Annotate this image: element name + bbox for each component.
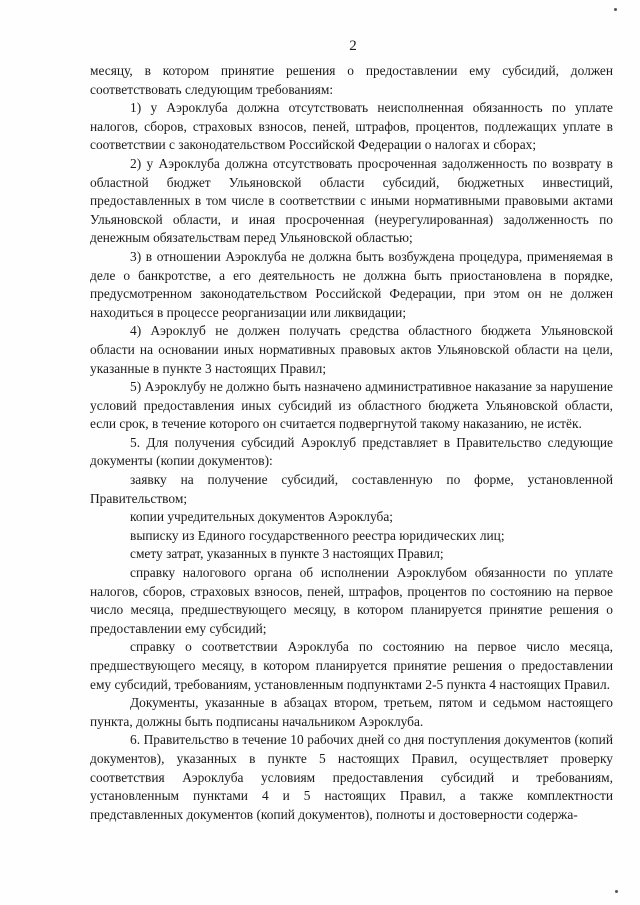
scan-speck [615,890,618,893]
paragraph-requirement-5: 5) Аэроклубу не должно быть назначено административное наказание за нарушение условий предоставления иных субсидий из областного бюджета Ульяновской области, если срок, в течение которого он считается подвергнутой такому наказанию, не истёк. [90,379,613,432]
paragraph-requirement-4: 4) Аэроклуб не должен получать средства областного бюджета Ульяновской области на основании иных нормативных правовых актов Ульяновской области на цели, указанные в пункте 3 настоящих Правил; [90,323,613,376]
scan-speck [614,8,617,11]
paragraph-doc-application: заявку на получение субсидий, составленную по форме, установленной Правительством; [90,472,613,506]
paragraph-doc-compliance-certificate: справку о соответствии Аэроклуба по состоянию на первое число месяца, предшествующего месяцу, в котором планируется принятие решения о предоставлении ему субсидий, требованиям, установленным подпунктами 2-5 пункта 4 настоящих Правил. [90,639,613,692]
paragraph-requirement-2: 2) у Аэроклуба должна отсутствовать просроченная задолженность по возврату в областной бюджет Ульяновской области субсидий, бюджетных инвестиций, предоставленных в том числе в соответствии с иными нормативными правовыми актами Ульяновской области, и иная просроченная (неурегулированная) задолженность по денежным обязательствам перед Ульяновской областью; [90,155,613,246]
paragraph-section-6: 6. Правительство в течение 10 рабочих дней со дня поступления документов (копий документов), указанных в пункте 5 настоящих Правил, осуществляет проверку соответствия Аэроклуба условиям предоставления субсидий и требованиям, установленным пунктами 4 и 5 настоящих Правил, а также комплектности представленных документов (копий документов), полноты и достоверности содержа- [90,732,613,822]
paragraph-doc-charter: копии учредительных документов Аэроклуба; [130,509,393,525]
paragraph-doc-cost-estimate: смету затрат, указанных в пункте 3 настоящих Правил; [130,546,444,562]
paragraph-section-5: 5. Для получения субсидий Аэроклуб представляет в Правительство следующие документы (копии документов): [90,434,613,469]
paragraph-signature-requirement: Документы, указанные в абзацах втором, третьем, пятом и седьмом настоящего пункта, должны быть подписаны начальником Аэроклуба. [90,695,613,729]
document-body [90,62,613,824]
paragraph-intro-continuation: месяцу, в котором принятие решения о предоставлении ему субсидий, должен соответствовать следующим требованиям: [90,63,613,97]
paragraph-doc-tax-certificate: справку налогового органа об исполнении Аэроклубом обязанности по уплате налогов, сборов, страховых взносов, пеней, штрафов, процентов по состоянию на первое число месяца, предшествующего месяцу, в котором планируется принятие решения о предоставлении ему субсидий; [90,565,613,636]
paragraph-requirement-1: 1) у Аэроклуба должна отсутствовать неисполненная обязанность по уплате налогов, сборов, страховых взносов, пеней, штрафов, процентов, подлежащих уплате в соответствии с законодательством Российской Федерации о налогах и сборах; [90,100,613,153]
paragraph-doc-registry-extract: выписку из Единого государственного реестра юридических лиц; [130,527,505,543]
page-number: 2 [349,38,357,54]
paragraph-requirement-3: 3) в отношении Аэроклуба не должна быть возбуждена процедура, применяемая в деле о банкротстве, а его деятельность не должна быть приостановлена в порядке, предусмотренном законодательством Российской Федерации, при этом он не должен находиться в процессе реорганизации или ликвидации; [90,248,613,320]
